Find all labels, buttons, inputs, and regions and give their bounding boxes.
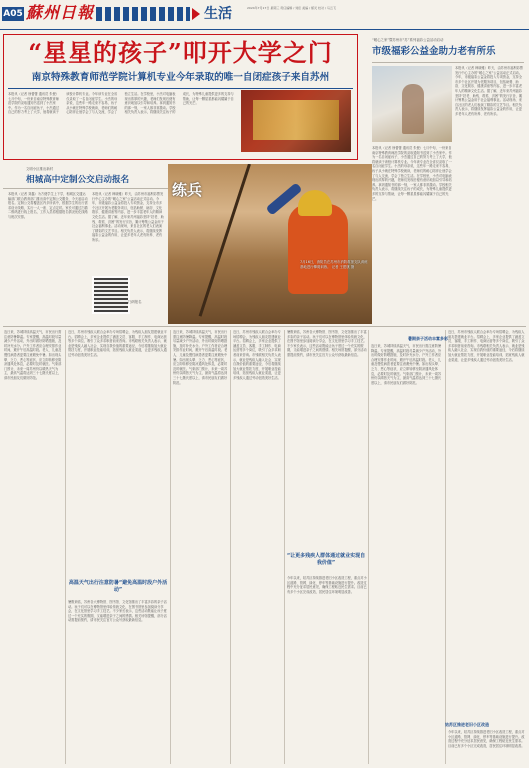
section-title: 生活 — [204, 6, 232, 22]
lower-col-6: 连日来，苏城持续高温天气，市民出行需注意防暑降温。专家提醒，高温时段尽量减少户外活动，外出时做好防晒措施，及时补充水分。户外工作者应合理安排作业时间，避开午后高温时段。老人、儿童及慢性病患者更要注意避免中暑。如出现头晕、乏力、恶心等症状，应立即转移至阴凉通风处休息，必要时及时就医。气象部门预计，未来一周苏州仍以晴热天气为主，最高气温将达到三十七摄氏度以上，请市民朋友们做好防范。 — [371, 344, 442, 385]
newspaper-logo: 蘇州日報 — [26, 3, 95, 22]
middle-body-a: 本报讯（记者 刘鑫）为方便学生上下学，相城区交通运输部门联合教育部门推出高中定制公交服务，今天起启动报名。定制公交将覆盖区内多所高中，根据学生的出行需求设计线路，实行一人一座、定点定时。家长可通过扫描二维码进行线上报名，工作人员将根据报名情况优化线路与班次安排。 — [8, 192, 88, 219]
lead-photo — [241, 90, 351, 152]
lower-heading-4: 姑苏区推进老旧小区改造 — [445, 722, 489, 727]
section-divider — [3, 326, 526, 327]
lead-headline: “星星的孩子”叩开大学之门 — [28, 38, 333, 67]
lower-col-4: 近日，苏州市残疾人联合会举办专场招聘会，为残疾人朋友搭建就业平台。招聘会上，多家企业提供了涵盖文员、客服、手工制作、电商运营等多个岗位，吸引了众多求职者前来咨询。市残联相关负责人表示，就业是残疾人融入社会、实现自我价值的重要途径，今后将继续加大就业帮扶力度，开展职业技能培训，拓宽残疾人就业渠道，让更多残疾人通过劳动创造美好生活。 — [233, 330, 281, 380]
lead-subhead: 南京特殊教育师范学院计算机专业今年录取的唯一自闭症孩子来自苏州 — [31, 72, 330, 83]
dateline: 2024年7月17日 星期三 责任编辑 / 刘佳 美编 / 郁灵 校对 / 马云飞 — [247, 6, 336, 10]
page-number: A05 — [3, 9, 23, 19]
right-story-title: 市级福彩公益金助力老有所乐 — [372, 46, 496, 57]
lower-col-3: 连日来，苏城持续高温天气，市民出行需注意防暑降温。专家提醒，高温时段尽量减少户外活动，外出时做好防晒措施，及时补充水分。户外工作者应合理安排作业时间，避开午后高温时段。老人、儿童及慢性病患者更要注意避免中暑。如出现头晕、乏力、恶心等症状，应立即转移至阴凉通风处休息，必要时及时就医。气象部门预计，未来一周苏州仍以晴热天气为主，最高气温将达到三十七摄氏度以上，请市民朋友们做好防范。 — [173, 330, 228, 385]
photo-label: 练兵 — [172, 181, 203, 199]
masthead-stripe — [96, 7, 190, 21]
right-story-photo — [372, 66, 452, 142]
lower-heading-1: 高温天气出行注意防暑“避免高温时段户外活动” — [68, 580, 168, 593]
lower-col-2b: 暑假来临，苏州各大博物馆、图书馆、文化馆推出了丰富多彩的亲子活动。孩子们可以在博物馆里体验传统文化，在图书馆里参加阅读分享会，在文化馆里学习手工技艺。不少家长表示，这些活动既能让孩子度过一个充实的假期，又能增进亲子之间的感情。相关场馆提醒，部分活动需提前预约，请市民关注官方公众号获取最新信息。 — [68, 600, 167, 623]
lower-heading-2: “让更多残疾人群体通过就业实现自我价值” — [286, 553, 366, 566]
middle-body-b: 本报讯（记者 韩晓雅）昨天，由苏州市福利彩票发行中心主办的“暖心之家”公益活动正式启动。今年，市级福彩公益金将投入专项资金，支持全市多个社区开展为老服务项目，包括助餐、助浴、文化娱乐、健康讲座等内容，进一步丰富老年人的精神文化生活。据了解，近年来苏州福彩坚持“扶老、助残、救孤、济困”的发行宗旨，累计筹集公益金用于社会福利事业。活动现场，来自社区的老人们表演了精彩的文艺节目。相关负责人表示，将继续发挥福彩公益金的作用，让更多老年人老有所养、老有所乐。 — [92, 192, 164, 242]
right-story-body-a: 本报讯（记者 韩晓雅）昨天，由苏州市福利彩票发行中心主办的“暖心之家”公益活动正式启动。今年，市级福彩公益金将投入专项资金，支持全市多个社区开展为老服务项目，包括助餐、助浴、文化娱乐、健康讲座等内容，进一步丰富老年人的精神文化生活。据了解，近年来苏州福彩坚持“扶老、助残、救孤、济困”的发行宗旨，累计筹集公益金用于社会福利事业。活动现场，来自社区的老人们表演了精彩的文艺节目。相关负责人表示，将继续发挥福彩公益金的作用，让更多老年人老有所养、老有所乐。 — [455, 66, 523, 116]
middle-story-kicker: 文明小区推出新村 — [26, 167, 54, 171]
masthead-rule — [0, 29, 529, 30]
middle-story-title: 相城高中定制公交启动报名 — [26, 175, 130, 185]
qr-label: 扫码报名 — [128, 300, 142, 304]
lower-col-7: 近日，苏州市残疾人联合会举办专场招聘会，为残疾人朋友搭建就业平台。招聘会上，多家企业提供了涵盖文员、客服、手工制作、电商运营等多个岗位，吸引了众多求职者前来咨询。市残联相关负责人表示，就业是残疾人融入社会、实现自我价值的重要途径，今后将继续加大就业帮扶力度，开展职业技能培训，拓宽残疾人就业渠道，让更多残疾人通过劳动创造美好生活。 — [448, 330, 525, 362]
right-story-rule — [372, 62, 524, 63]
lower-col-1: 连日来，苏城持续高温天气，市民出行需注意防暑降温。专家提醒，高温时段尽量减少户外活动，外出时做好防晒措施，及时补充水分。户外工作者应合理安排作业时间，避开午后高温时段。老人、儿童及慢性病患者更要注意避免中暑。如出现头晕、乏力、恶心等症状，应立即转移至阴凉通风处休息，必要时及时就医。气象部门预计，未来一周苏州仍以晴热天气为主，最高气温将达到三十七摄氏度以上，请市民朋友们做好防范。 — [4, 330, 62, 380]
qr-code-icon[interactable] — [92, 276, 130, 314]
lower-heading-3: 暑期亲子活动丰富多彩 — [408, 336, 448, 341]
section-arrow-icon — [192, 8, 200, 20]
lead-body-text: 本报讯（记者 徐蕾蕾 通讯员 朱俊）七月中旬，一份来自南京特殊教育师范学院的录取通知书送到了小杰家中。作为一名自闭症孩子，小杰通过自己的努力考上了大学，他将就读于该校计算机专业。今年该专业在全省仅录取了一名自闭症学生。小杰的母亲说，这些年一路走来不容易，孩子从小就在特殊学校就读，老师们的耐心陪伴让他学会了与人交流，学会了独立生活。在学校里，小杰对电脑表现出浓厚的兴趣，老师们发现后便有意识地加以引导和培养。拿到通知书的那一刻，一家人都非常激动。学校相关负责人表示，将继续关注孩子的成长，为特殊儿童提供更多的支持与帮助，让每一颗星星都能闪耀属于自己的光芒。 — [8, 92, 234, 115]
lead-subhead-rule — [8, 88, 353, 89]
right-story-body-b: 本报讯（记者 徐蕾蕾 通讯员 朱俊）七月中旬，一份来自南京特殊教育师范学院的录取通知书送到了小杰家中。作为一名自闭症孩子，小杰通过自己的努力考上了大学，他将就读于该校计算机专业。今年该专业在全省仅录取了一名自闭症学生。小杰的母亲说，这些年一路走来不容易，孩子从小就在特殊学校就读，老师们的耐心陪伴让他学会了与人交流，学会了独立生活。在学校里，小杰对电脑表现出浓厚的兴趣，老师们发现后便有意识地加以引导和培养。拿到通知书的那一刻，一家人都非常激动。学校相关负责人表示，将继续关注孩子的成长，为特殊儿童提供更多的支持与帮助，让每一颗星星都能闪耀属于自己的光芒。 — [372, 146, 452, 201]
lower-col-7b: 今年以来，姑苏区持续推进老旧小区改造工程，重点对小区道路、管网、绿化、停车等基础设施进行提升。改造过程中充分征求居民意见，确保工程贴近民生需求。目前已有多个小区完成改造，居民居住环境明显改善。 — [448, 730, 525, 748]
lower-col-2: 近日，苏州市残疾人联合会举办专场招聘会，为残疾人朋友搭建就业平台。招聘会上，多家企业提供了涵盖文员、客服、手工制作、电商运营等多个岗位，吸引了众多求职者前来咨询。市残联相关负责人表示，就业是残疾人融入社会、实现自我价值的重要途径，今后将继续加大就业帮扶力度，开展职业技能培训，拓宽残疾人就业渠道，让更多残疾人通过劳动创造美好生活。 — [68, 330, 167, 357]
right-story-kicker: “暖心之家”暨苏州市“苏”系列福彩公益活动启动 — [372, 38, 444, 42]
photo-caption: 7月16日，消防员在苏州市消防救援支队训练基地进行攀爬训练。 记者 王建康 摄 — [300, 260, 368, 269]
lower-col-5b: 今年以来，姑苏区持续推进老旧小区改造工程，重点对小区道路、管网、绿化、停车等基础设施进行提升。改造过程中充分征求居民意见，确保工程贴近民生需求。目前已有多个小区完成改造，居民居住环境明显改善。 — [287, 576, 367, 594]
lower-col-5: 暑假来临，苏州各大博物馆、图书馆、文化馆推出了丰富多彩的亲子活动。孩子们可以在博物馆里体验传统文化，在图书馆里参加阅读分享会，在文化馆里学习手工技艺。不少家长表示，这些活动既能让孩子度过一个充实的假期，又能增进亲子之间的感情。相关场馆提醒，部分活动需提前预约，请市民关注官方公众号获取最新信息。 — [287, 330, 367, 357]
